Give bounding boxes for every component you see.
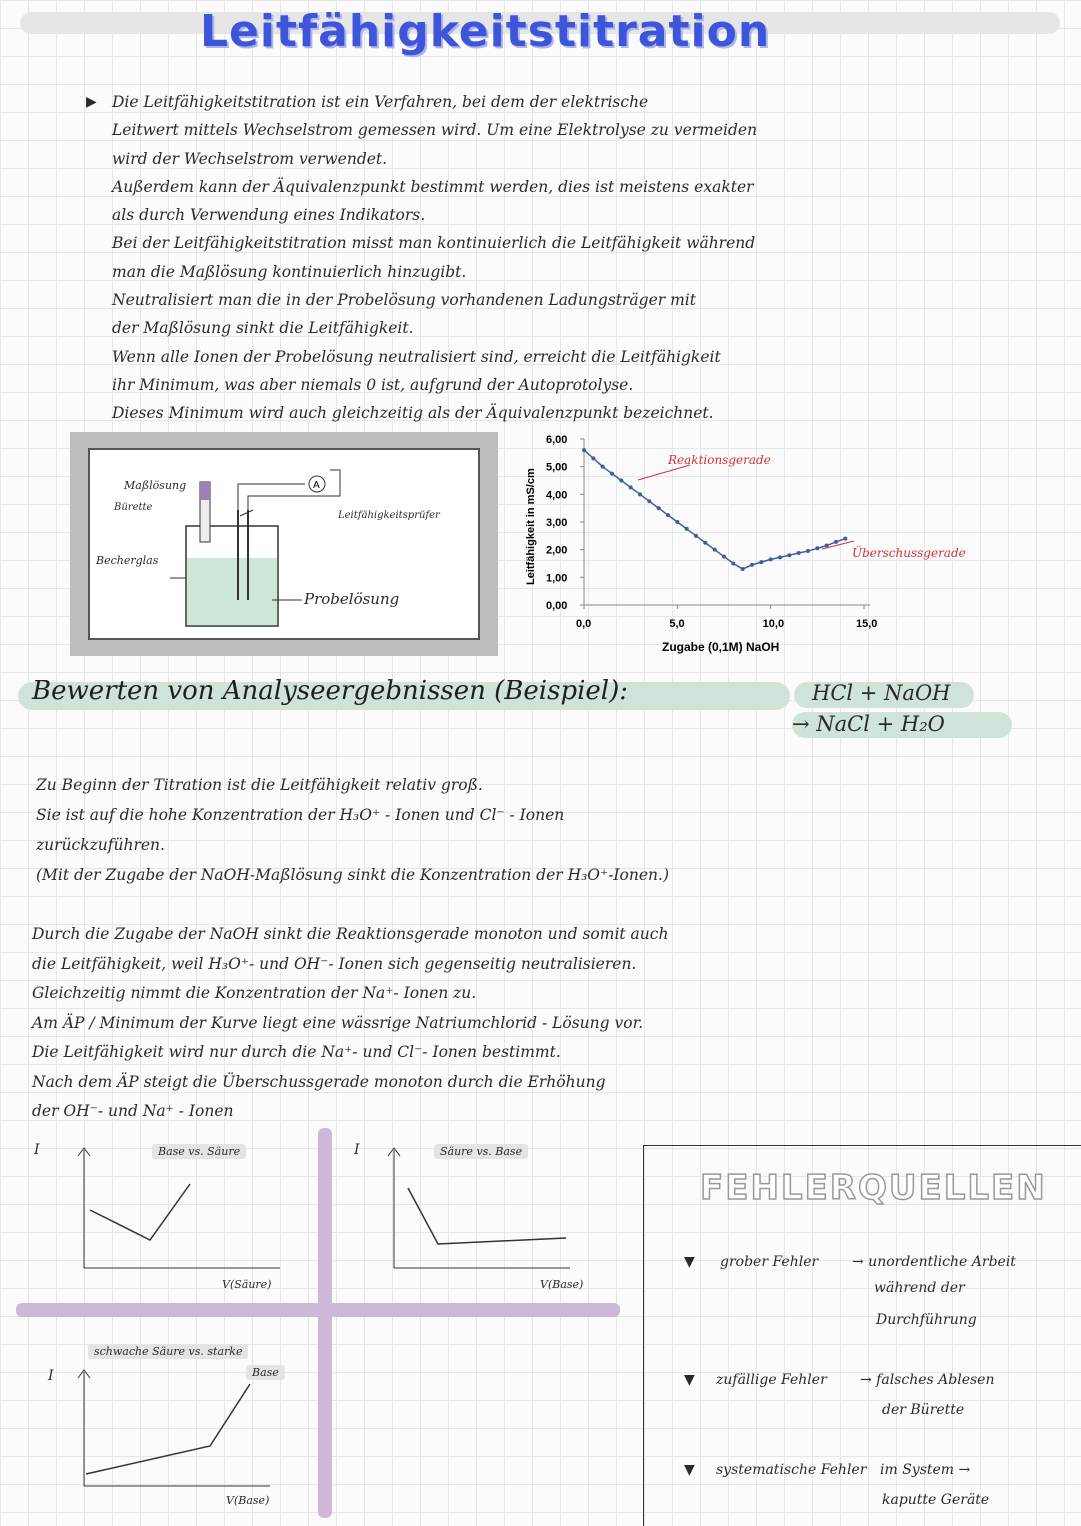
- section2-line: Zu Beginn der Titration ist die Leitfähigkeit relativ groß.: [36, 776, 483, 794]
- burette-fill: [200, 482, 210, 500]
- y-tick-label: 2,00: [546, 544, 568, 557]
- intro-line: Wenn alle Ionen der Probelösung neutralisiert sind, erreicht die Leitfähigkeit: [112, 347, 721, 366]
- intro-line: Leitwert mittels Wechselstrom gemessen wird. Um eine Elektrolyse zu vermeiden: [112, 121, 758, 140]
- apparatus-frame: [70, 432, 498, 656]
- annotation-ueberschussgerade: Überschussgerade: [852, 546, 966, 560]
- data-point: [610, 472, 614, 476]
- data-point: [750, 563, 754, 567]
- intro-line: man die Maßlösung kontinuierlich hinzugibt.: [112, 262, 467, 281]
- mini-chart-2-title: Säure vs. Base: [434, 1144, 528, 1159]
- section-title: Bewerten von Analyseergebnissen (Beispiel):: [32, 676, 629, 706]
- data-point: [619, 479, 623, 483]
- data-point: [591, 456, 595, 460]
- data-point: [657, 506, 661, 510]
- label-masslosung: Maßlösung: [124, 479, 187, 492]
- page-title: Leitfähigkeitstitration: [200, 6, 771, 57]
- mini-chart-1: [60, 1140, 290, 1280]
- section2-line: (Mit der Zugabe der NaOH-Maßlösung sinkt die Konzentration der H₃O⁺-Ionen.): [36, 866, 670, 884]
- label-pruefer: Leitfähigkeitsprüfer: [338, 510, 440, 521]
- bullet-triangle-icon: ▼: [684, 1372, 695, 1388]
- data-point: [741, 567, 745, 571]
- mini-chart-1-xlabel: V(Säure): [222, 1278, 272, 1291]
- mini-chart-2-xlabel: V(Base): [540, 1278, 584, 1291]
- fehler-item-desc: Durchführung: [876, 1312, 977, 1328]
- mini-chart-3: [60, 1364, 290, 1496]
- label-burette: Bürette: [114, 502, 153, 513]
- data-point: [666, 513, 670, 517]
- y-tick-label: 0,00: [546, 600, 568, 612]
- intro-line: Außerdem kann der Äquivalenzpunkt bestimmt werden, dies ist meistens exakter: [112, 177, 754, 196]
- fehler-item-desc: → unordentliche Arbeit: [852, 1254, 1016, 1270]
- intro-line: Bei der Leitfähigkeitstitration misst man kontinuierlich die Leitfähigkeit während: [112, 234, 756, 253]
- data-point: [731, 562, 735, 566]
- x-tick-label: 0,0: [576, 618, 592, 630]
- data-point: [778, 555, 782, 559]
- section2-line: die Leitfähigkeit, weil H₃O⁺- und OH⁻- Ionen sich gegenseitig neutralisieren.: [32, 954, 637, 973]
- equation-line1: HCl + NaOH: [812, 681, 951, 705]
- vertical-divider: [318, 1128, 332, 1518]
- ammeter-symbol: A: [313, 480, 320, 491]
- data-point: [713, 548, 717, 552]
- section2-line: Am ÄP / Minimum der Kurve liegt eine wässrige Natriumchlorid - Lösung vor.: [32, 1013, 644, 1032]
- mini-chart-2-curve: [408, 1188, 566, 1244]
- y-tick-label: 3,00: [546, 517, 568, 529]
- data-point: [834, 540, 838, 544]
- fehler-item-desc: der Bürette: [882, 1402, 965, 1418]
- section2-line: Durch die Zugabe der NaOH sinkt die Reaktionsgerade monoton und somit auch: [32, 925, 669, 943]
- section2-line: der OH⁻- und Na⁺ - Ionen: [32, 1102, 234, 1120]
- data-point: [685, 527, 689, 531]
- intro-line: wird der Wechselstrom verwendet.: [112, 149, 388, 168]
- section2-line: Nach dem ÄP steigt die Überschussgerade monoton durch die Erhöhung: [32, 1072, 606, 1091]
- equation-line2: → NaCl + H₂O: [792, 712, 945, 736]
- bullet-triangle-icon: ▼: [684, 1254, 695, 1270]
- intro-line: Dieses Minimum wird auch gleichzeitig als der Äquivalenzpunkt bezeichnet.: [112, 404, 714, 423]
- mini-chart-3-curve: [86, 1384, 250, 1474]
- label-becherglas: Becherglas: [96, 554, 159, 567]
- mini-chart-3-title: schwache Säure vs. starke: [88, 1344, 248, 1359]
- label-probe: Probelösung: [304, 590, 400, 608]
- beaker-solution: [187, 558, 277, 625]
- mini-chart-1-curve: [90, 1184, 190, 1240]
- x-tick-label: 10,0: [762, 618, 785, 630]
- data-point: [638, 492, 642, 496]
- wire-right: [248, 470, 340, 510]
- data-point: [675, 520, 679, 524]
- leader-pruefer: [240, 510, 253, 516]
- y-tick-label: 1,00: [546, 572, 568, 585]
- section2-line: zurückzuführen.: [36, 836, 165, 854]
- intro-line: Neutralisiert man die in der Probelösung vorhandenen Ladungsträger mit: [112, 291, 696, 310]
- mini-chart-2-ylabel: I: [354, 1142, 360, 1158]
- section2-line: Die Leitfähigkeit wird nur durch die Na⁺- und Cl⁻- Ionen bestimmt.: [32, 1043, 561, 1061]
- section2-line: Sie ist auf die hohe Konzentration der H₃O⁺ - Ionen und Cl⁻ - Ionen: [36, 806, 565, 824]
- mini-chart-1-ylabel: I: [34, 1142, 40, 1158]
- data-point: [787, 553, 791, 557]
- bullet-triangle-icon: ▶: [86, 94, 97, 110]
- data-point: [815, 546, 819, 550]
- y-tick-label: 6,00: [546, 434, 568, 446]
- fehler-item-name: systematische Fehler: [716, 1462, 867, 1478]
- y-axis-label: Leitfähigkeit in mS/cm: [525, 468, 537, 585]
- fehler-item-desc: kaputte Geräte: [882, 1492, 990, 1508]
- intro-paragraph: [112, 88, 757, 428]
- fehler-item-name: zufällige Fehler: [716, 1372, 827, 1388]
- data-point: [797, 551, 801, 555]
- data-point: [703, 541, 707, 545]
- section2-line: Gleichzeitig nimmt die Konzentration der Na⁺- Ionen zu.: [32, 984, 477, 1002]
- mini-chart-3-xlabel: V(Base): [226, 1494, 270, 1507]
- data-point: [806, 549, 810, 553]
- intro-line: ihr Minimum, was aber niemals 0 ist, aufgrund der Autoprotolyse.: [112, 375, 634, 394]
- fehler-item-desc: während der: [874, 1280, 965, 1296]
- mini-chart-3-ylabel: I: [48, 1368, 54, 1384]
- data-point: [582, 448, 586, 452]
- intro-line: Die Leitfähigkeitstitration ist ein Verfahren, bei dem der elektrische: [112, 93, 649, 111]
- data-point: [843, 537, 847, 541]
- conductivity-chart: [520, 425, 966, 655]
- data-point: [647, 499, 651, 503]
- x-tick-label: 5,0: [669, 618, 685, 630]
- data-point: [629, 485, 633, 489]
- data-point: [759, 560, 763, 564]
- horizontal-divider: [16, 1303, 620, 1317]
- x-tick-label: 15,0: [856, 618, 878, 630]
- data-point: [769, 557, 773, 561]
- section2-paragraph1: [36, 770, 669, 890]
- annotation-reaktionsgerade: Reaktionsgerade: [668, 453, 771, 467]
- y-tick-label: 4,00: [546, 489, 568, 502]
- fehler-title: FEHLERQUELLEN: [700, 1168, 1047, 1208]
- fehler-item-desc: im System →: [880, 1462, 971, 1478]
- bullet-triangle-icon: ▼: [684, 1462, 695, 1478]
- intro-line: der Maßlösung sinkt die Leitfähigkeit.: [112, 319, 414, 338]
- fehler-item-name: grober Fehler: [720, 1254, 819, 1270]
- data-point: [722, 555, 726, 559]
- mini-chart-1-title: Base vs. Säure: [152, 1144, 246, 1159]
- apparatus-panel: [88, 448, 480, 640]
- y-tick-label: 5,00: [546, 461, 568, 474]
- data-point: [694, 534, 698, 538]
- annotation-arrow: [638, 465, 690, 480]
- intro-line: als durch Verwendung eines Indikators.: [112, 206, 426, 225]
- data-point: [825, 544, 829, 548]
- mini-chart-2: [370, 1140, 600, 1280]
- data-point: [601, 465, 605, 469]
- fehler-item-desc: → falsches Ablesen: [860, 1372, 995, 1388]
- mini-chart-3-title-b: Base: [246, 1365, 285, 1380]
- x-axis-label: Zugabe (0,1M) NaOH: [662, 640, 780, 654]
- section2-paragraph2: [32, 920, 668, 1127]
